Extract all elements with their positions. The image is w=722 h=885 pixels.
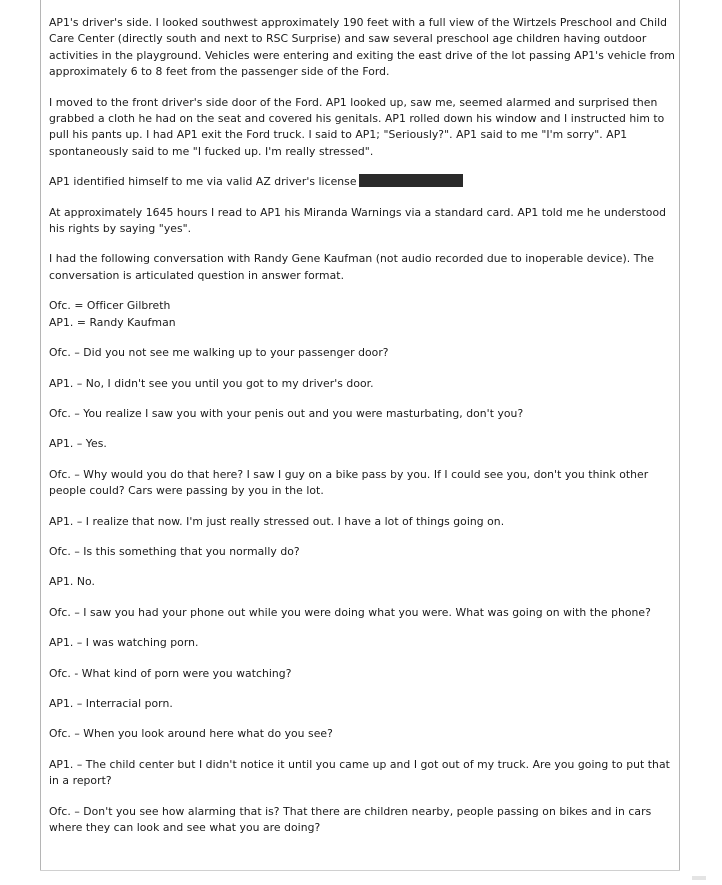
document-page: [40, 0, 680, 870]
narrative-paragraph-3: [49, 174, 675, 190]
legend-ap1: AP1. = Randy Kaufman: [49, 315, 176, 329]
answer-4: AP1. No.: [49, 575, 95, 589]
answer-1: AP1. – No, I didn't see you until you got to my driver's door.: [49, 376, 374, 390]
legend-officer: Ofc. = Officer Gilbreth: [49, 299, 171, 313]
redaction-box: [359, 174, 463, 187]
question-8: Ofc. – Don't you see how alarming that is? That there are children nearby, people passing on bikes and in cars where they can look and see what you are doing?: [49, 804, 652, 834]
scan-mark: [692, 876, 706, 880]
question-7: Ofc. – When you look around here what do you see?: [49, 727, 333, 741]
question-5: Ofc. – I saw you had your phone out while you were doing what you were. What was going on with the phone?: [49, 605, 651, 619]
narrative-paragraph-4: At approximately 1645 hours I read to AP1 his Miranda Warnings via a standard card. AP1 told me he understood his rights by saying "yes".: [49, 205, 667, 236]
answer-3: AP1. – I realize that now. I'm just really stressed out. I have a lot of things going on.: [49, 514, 505, 528]
question-1: Ofc. – Did you not see me walking up to your passenger door?: [49, 346, 389, 360]
narrative-paragraph-5: I had the following conversation with Randy Gene Kaufman (not audio recorded due to inoperable device). The conversation is articulated question in answer format.: [49, 252, 654, 282]
question-6: Ofc. - What kind of porn were you watching?: [49, 666, 292, 680]
narrative-paragraph-1: AP1's driver's side. I looked southwest approximately 190 feet with a full view of the Wirtzels Preschool and Child Care Center (directly south and next to RSC Surprise) and saw several preschool age children having outdoor activities in the playground. Vehicles were entering and exiting the east drive of the lot passing AP1's vehicle from approximately 6 to 8 feet from the passenger side of the Ford.: [49, 16, 675, 79]
question-4: Ofc. – Is this something that you normally do?: [49, 544, 300, 558]
question-2: Ofc. – You realize I saw you with your penis out and you were masturbating, don't you?: [49, 406, 524, 420]
narrative-paragraph-2: I moved to the front driver's side door of the Ford. AP1 looked up, saw me, seemed alarmed and surprised then grabbed a cloth he had on the seat and covered his genitals. AP1 rolled down his window and I instructed him to pull his pants up. I had AP1 exit the Ford truck. I said to AP1; "Seriously?". AP1 said to me "I'm sorry". AP1 spontaneously said to me "I fucked up. I'm really stressed".: [49, 95, 665, 158]
page-bottom-edge: [40, 870, 680, 871]
answer-2: AP1. – Yes.: [49, 437, 107, 451]
report-body: [49, 15, 675, 850]
answer-5: AP1. – I was watching porn.: [49, 636, 199, 650]
answer-6: AP1. – Interracial porn.: [49, 696, 173, 710]
answer-7: AP1. – The child center but I didn't notice it until you came up and I got out of my truck. Are you going to put that in a report?: [49, 757, 670, 788]
id-statement: AP1 identified himself to me via valid AZ driver's license: [49, 175, 357, 189]
question-3: Ofc. – Why would you do that here? I saw I guy on a bike pass by you. If I could see you, don't you think other people could? Cars were passing by you in the lot.: [49, 467, 649, 498]
